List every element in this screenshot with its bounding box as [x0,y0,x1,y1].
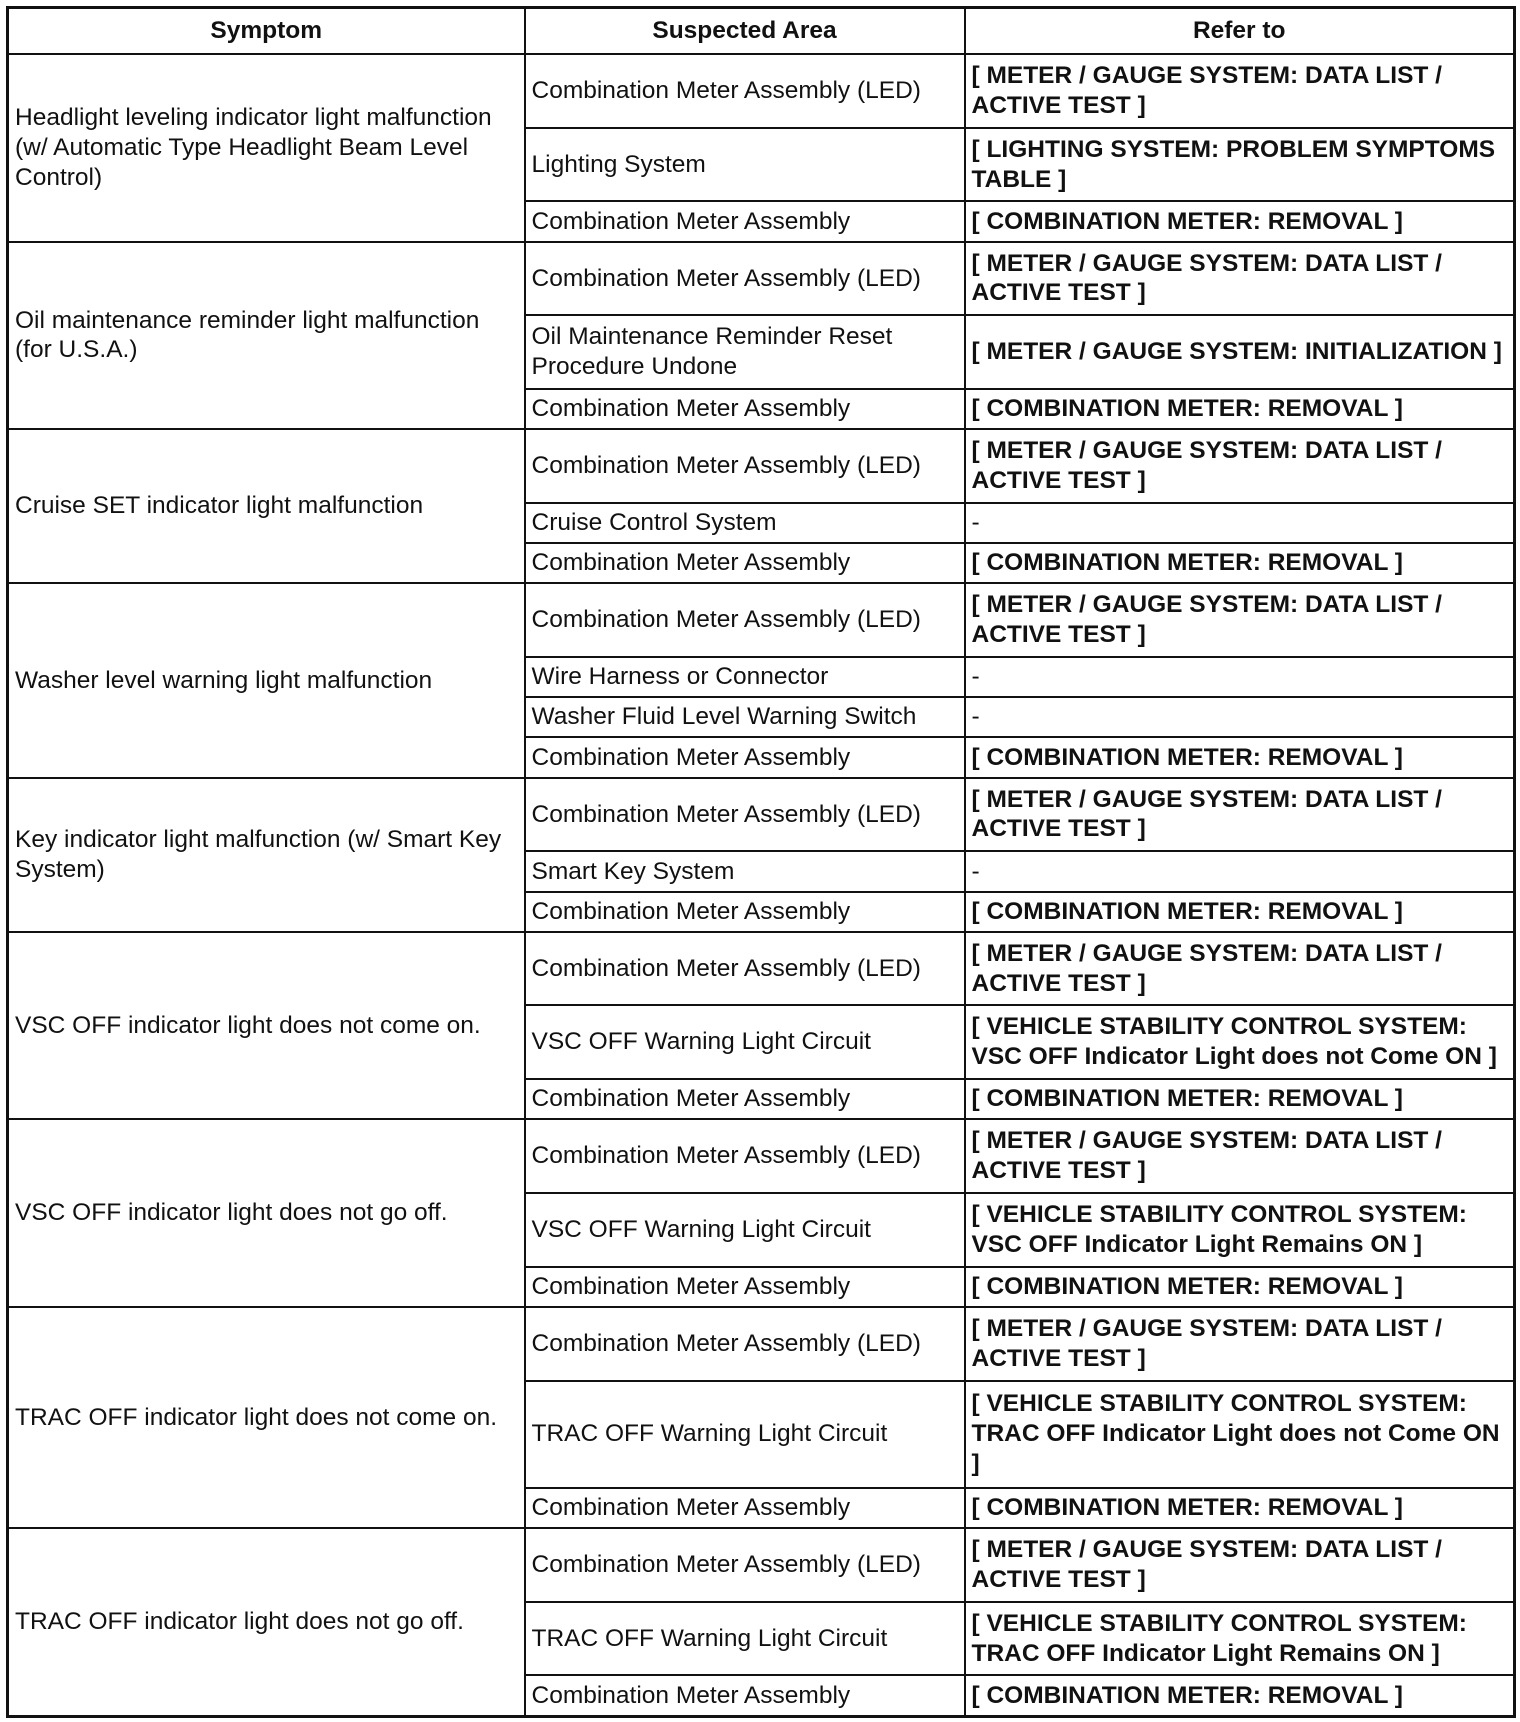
refer-link[interactable]: [ METER / GAUGE SYSTEM: INITIALIZATION ] [965,315,1515,389]
area-cell: Combination Meter Assembly [525,389,965,429]
symptom-cell: Cruise SET indicator light malfunction [8,429,525,583]
header-refer-to: Refer to [965,8,1515,55]
symptom-cell: TRAC OFF indicator light does not go off. [8,1528,525,1716]
refer-link[interactable]: [ VEHICLE STABILITY CONTROL SYSTEM: VSC OFF Indicator Light does not Come ON ] [965,1005,1515,1079]
area-cell: Combination Meter Assembly (LED) [525,583,965,657]
symptom-cell: Oil maintenance reminder light malfunction (for U.S.A.) [8,242,525,430]
refer-link[interactable]: [ VEHICLE STABILITY CONTROL SYSTEM: TRAC OFF Indicator Light does not Come ON ] [965,1381,1515,1488]
table-row [8,1119,1515,1193]
refer-link[interactable]: [ METER / GAUGE SYSTEM: DATA LIST / ACTIVE TEST ] [965,932,1515,1006]
area-cell: Combination Meter Assembly [525,201,965,241]
area-cell: Combination Meter Assembly (LED) [525,1307,965,1381]
refer-link[interactable]: [ COMBINATION METER: REMOVAL ] [965,389,1515,429]
header-suspected-area: Suspected Area [525,8,965,55]
refer-link[interactable]: [ COMBINATION METER: REMOVAL ] [965,737,1515,777]
area-cell: Combination Meter Assembly [525,892,965,932]
area-cell: Washer Fluid Level Warning Switch [525,697,965,737]
refer-link[interactable]: [ LIGHTING SYSTEM: PROBLEM SYMPTOMS TABLE ] [965,128,1515,202]
table-body [8,54,1515,1717]
area-cell: Oil Maintenance Reminder Reset Procedure Undone [525,315,965,389]
refer-link[interactable]: [ METER / GAUGE SYSTEM: DATA LIST / ACTIVE TEST ] [965,778,1515,852]
problem-symptoms-table [6,6,1516,1718]
symptom-cell: Key indicator light malfunction (w/ Smart Key System) [8,778,525,932]
refer-link[interactable]: [ METER / GAUGE SYSTEM: DATA LIST / ACTIVE TEST ] [965,1119,1515,1193]
area-cell: Cruise Control System [525,503,965,543]
area-cell: Combination Meter Assembly (LED) [525,778,965,852]
refer-link[interactable]: [ COMBINATION METER: REMOVAL ] [965,543,1515,583]
refer-link[interactable]: [ METER / GAUGE SYSTEM: DATA LIST / ACTIVE TEST ] [965,1528,1515,1602]
refer-cell: - [965,697,1515,737]
refer-link[interactable]: [ COMBINATION METER: REMOVAL ] [965,201,1515,241]
refer-link[interactable]: [ COMBINATION METER: REMOVAL ] [965,1267,1515,1307]
refer-link[interactable]: [ COMBINATION METER: REMOVAL ] [965,892,1515,932]
area-cell: Combination Meter Assembly [525,1079,965,1119]
area-cell: Combination Meter Assembly (LED) [525,54,965,128]
symptom-cell: Headlight leveling indicator light malfunction (w/ Automatic Type Headlight Beam Level Control) [8,54,525,242]
area-cell: VSC OFF Warning Light Circuit [525,1193,965,1267]
area-cell: TRAC OFF Warning Light Circuit [525,1602,965,1676]
table-row [8,429,1515,503]
refer-link[interactable]: [ VEHICLE STABILITY CONTROL SYSTEM: VSC OFF Indicator Light Remains ON ] [965,1193,1515,1267]
refer-link[interactable]: [ VEHICLE STABILITY CONTROL SYSTEM: TRAC OFF Indicator Light Remains ON ] [965,1602,1515,1676]
refer-link[interactable]: [ COMBINATION METER: REMOVAL ] [965,1675,1515,1716]
table-row [8,583,1515,657]
symptom-cell: VSC OFF indicator light does not go off. [8,1119,525,1307]
table-row [8,932,1515,1006]
table-row [8,1528,1515,1602]
area-cell: Combination Meter Assembly [525,1675,965,1716]
table-row [8,54,1515,128]
area-cell: Lighting System [525,128,965,202]
area-cell: VSC OFF Warning Light Circuit [525,1005,965,1079]
refer-link[interactable]: [ METER / GAUGE SYSTEM: DATA LIST / ACTIVE TEST ] [965,54,1515,128]
refer-link[interactable]: [ METER / GAUGE SYSTEM: DATA LIST / ACTIVE TEST ] [965,429,1515,503]
area-cell: Combination Meter Assembly [525,1267,965,1307]
area-cell: Combination Meter Assembly (LED) [525,932,965,1006]
table-row [8,1307,1515,1381]
refer-cell: - [965,851,1515,891]
area-cell: Combination Meter Assembly (LED) [525,1528,965,1602]
refer-link[interactable]: [ METER / GAUGE SYSTEM: DATA LIST / ACTIVE TEST ] [965,1307,1515,1381]
symptom-cell: VSC OFF indicator light does not come on. [8,932,525,1120]
area-cell: TRAC OFF Warning Light Circuit [525,1381,965,1488]
symptom-cell: Washer level warning light malfunction [8,583,525,777]
area-cell: Combination Meter Assembly (LED) [525,242,965,316]
refer-link[interactable]: [ METER / GAUGE SYSTEM: DATA LIST / ACTIVE TEST ] [965,242,1515,316]
area-cell: Combination Meter Assembly (LED) [525,1119,965,1193]
refer-cell: - [965,503,1515,543]
header-symptom: Symptom [8,8,525,55]
area-cell: Smart Key System [525,851,965,891]
table-row [8,242,1515,316]
table-row [8,778,1515,852]
refer-cell: - [965,657,1515,697]
area-cell: Combination Meter Assembly [525,543,965,583]
refer-link[interactable]: [ METER / GAUGE SYSTEM: DATA LIST / ACTIVE TEST ] [965,583,1515,657]
refer-link[interactable]: [ COMBINATION METER: REMOVAL ] [965,1488,1515,1528]
area-cell: Combination Meter Assembly [525,1488,965,1528]
header-row [8,8,1515,55]
symptom-cell: TRAC OFF indicator light does not come on. [8,1307,525,1528]
area-cell: Combination Meter Assembly (LED) [525,429,965,503]
area-cell: Wire Harness or Connector [525,657,965,697]
refer-link[interactable]: [ COMBINATION METER: REMOVAL ] [965,1079,1515,1119]
area-cell: Combination Meter Assembly [525,737,965,777]
